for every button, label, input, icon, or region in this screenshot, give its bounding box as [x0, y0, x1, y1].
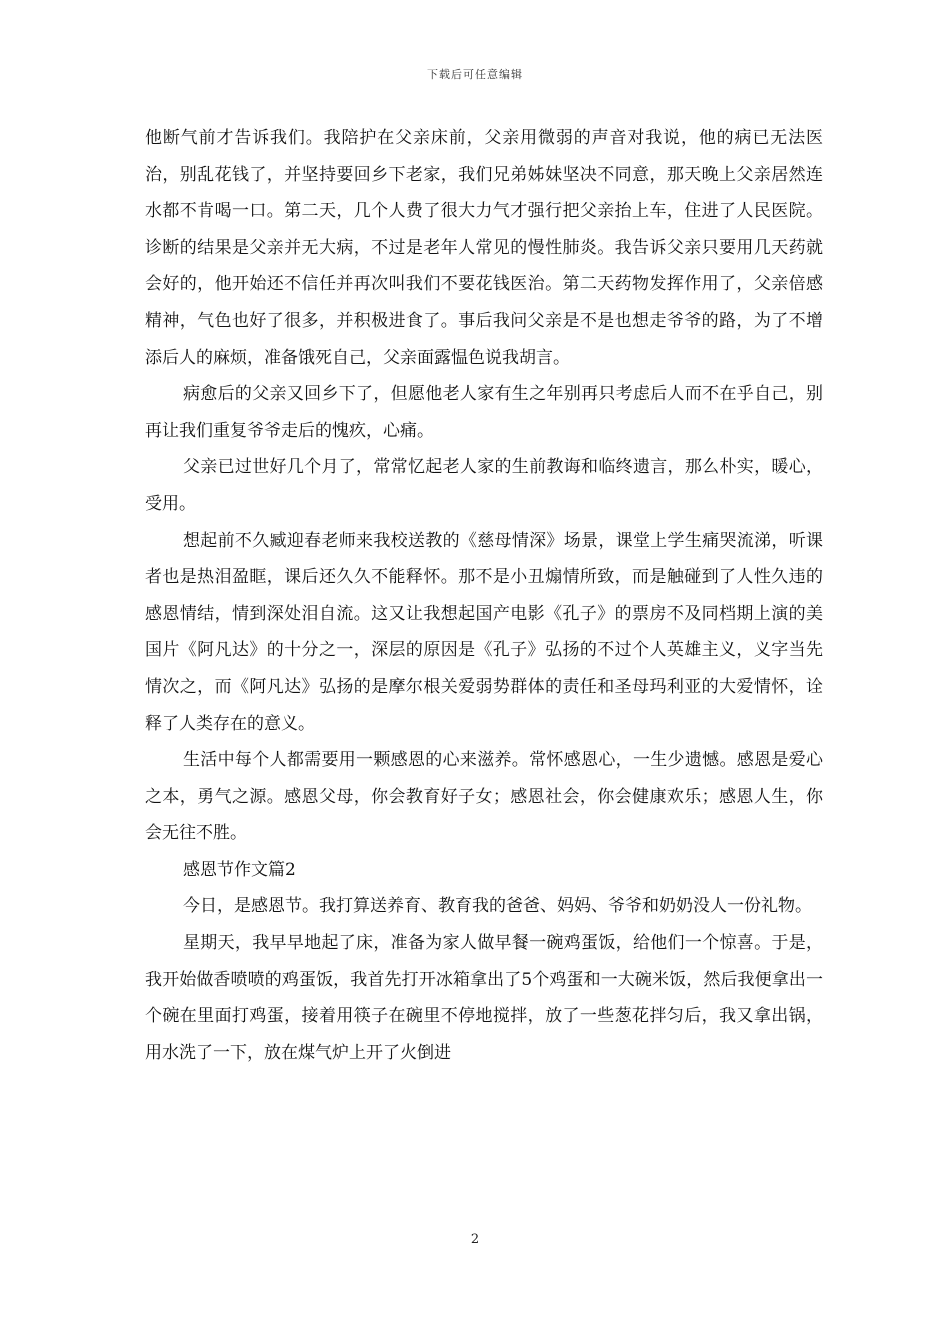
page-number: 2 [470, 1232, 480, 1247]
document-body [145, 120, 823, 1071]
paragraph-3: 父亲已过世好几个月了，常常忆起老人家的生前教诲和临终遗言，那么朴实，暖心，受用。 [145, 457, 823, 514]
paragraph-1: 他断气前才告诉我们。我陪护在父亲床前，父亲用微弱的声音对我说，他的病已无法医治，别乱花钱了，并坚持要回乡下老家，我们兄弟姊妹坚决不同意，那天晚上父亲居然连水都不肯喝一口。第二天，几个人费了很大力气才强行把父亲抬上车，住进了人民医院。诊断的结果是父亲并无大病，不过是老年人常见的慢性肺炎。我告诉父亲只要用几天药就会好的，他开始还不信任并再次叫我们不要花钱医治。第二天药物发挥作用了，父亲倍感精神，气色也好了很多，并积极进食了。事后我问父亲是不是也想走爷爷的路，为了不增添后人的麻烦，准备饿死自己，父亲面露愠色说我胡言。 [145, 128, 823, 368]
paragraph-6: 今日，是感恩节。我打算送养育、教育我的爸爸、妈妈、爷爷和奶奶没人一份礼物。 [183, 896, 812, 917]
page-header: 下载后可任意编辑 [427, 68, 523, 81]
section-heading: 感恩节作文篇2 [183, 859, 296, 880]
paragraph-4: 想起前不久臧迎春老师来我校送教的《慈母情深》场景，课堂上学生痛哭流涕，听课者也是热泪盈眶，课后还久久不能释怀。那不是小丑煽情所致，而是触碰到了人性久违的感恩情结，情到深处泪自流。这又让我想起国产电影《孔子》的票房不及同档期上演的美国片《阿凡达》的十分之一，深层的原因是《孔子》弘扬的不过个人英雄主义，义字当先情次之，而《阿凡达》弘扬的是摩尔根关爱弱势群体的责任和圣母玛利亚的大爱情怀，诠释了人类存在的意义。 [145, 530, 823, 734]
paragraph-5: 生活中每个人都需要用一颗感恩的心来滋养。常怀感恩心，一生少遗憾。感恩是爱心之本，勇气之源。感恩父母，你会教育好子女；感恩社会，你会健康欢乐；感恩人生，你会无往不胜。 [145, 750, 823, 844]
paragraph-2: 病愈后的父亲又回乡下了，但愿他老人家有生之年别再只考虑后人而不在乎自己，别再让我们重复爷爷走后的愧疚，心痛。 [145, 384, 823, 441]
paragraph-7: 星期天，我早早地起了床，准备为家人做早餐一碗鸡蛋饭，给他们一个惊喜。于是，我开始做香喷喷的鸡蛋饭，我首先打开冰箱拿出了5个鸡蛋和一大碗米饭，然后我便拿出一个碗在里面打鸡蛋，接着用筷子在碗里不停地搅拌，放了一些葱花拌匀后，我又拿出锅，用水洗了一下，放在煤气炉上开了火倒进 [145, 933, 823, 1063]
